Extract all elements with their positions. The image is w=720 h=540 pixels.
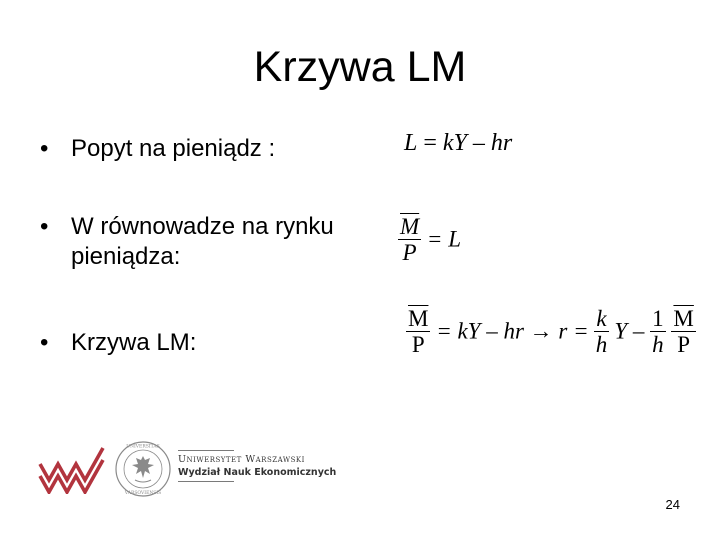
var-P-bar: P (677, 332, 691, 357)
right-fraction (671, 306, 695, 357)
bullet-text: W równowadze na rynku pieniądza: (71, 213, 334, 270)
page-number: 24 (665, 497, 680, 512)
var-k: k (596, 306, 607, 331)
svg-text:VARSOVIENSIS: VARSOVIENSIS (124, 491, 162, 496)
bullet-text: Krzywa LM: (71, 329, 197, 356)
one-over-h-fraction (650, 306, 666, 357)
var-k: k (442, 130, 454, 156)
var-h: h (595, 332, 608, 357)
bullet-text: Popyt na pieniądz : (71, 135, 276, 162)
eq-sign: = (417, 130, 443, 156)
wne-brand-mark-icon (38, 446, 106, 494)
bullet-dot: • (40, 135, 49, 162)
left-fraction (406, 306, 430, 357)
bullet-lm-curve (40, 328, 360, 358)
equals-L: = L (426, 226, 461, 252)
var-M-bar: $\overline{M}$ (400, 214, 420, 239)
real-money-fraction (398, 214, 421, 265)
var-r: r (502, 130, 513, 156)
var-P-bar: P (411, 332, 425, 357)
slide-title: Krzywa LM (253, 43, 467, 91)
bullet-money-demand (40, 134, 360, 164)
equation-middle: = kY – hr → r = (436, 318, 589, 344)
bullet-equilibrium (40, 212, 360, 272)
var-Y: Y (453, 130, 467, 156)
money-demand-equation (404, 130, 512, 157)
Y-minus: Y – (614, 318, 645, 344)
university-crest-icon (114, 440, 172, 498)
university-name: Uniwersytet Warszawski (178, 454, 305, 465)
bullet-dot: • (40, 329, 49, 356)
var-P: P (402, 240, 417, 265)
equilibrium-equation (398, 214, 461, 265)
faculty-wordmark (178, 450, 383, 482)
var-M-bar: $\overline{M}$ (408, 306, 429, 331)
var-L: L (404, 130, 418, 156)
faculty-name: Wydział Nauk Ekonomicznych (178, 467, 337, 478)
num-one: 1 (652, 306, 664, 331)
var-M-bar: $\overline{M}$ (673, 306, 694, 331)
divider (178, 481, 234, 482)
k-over-h-fraction (594, 306, 608, 357)
minus-sign: – (466, 130, 491, 156)
svg-text:UNIVERSITAS: UNIVERSITAS (126, 444, 160, 450)
bullet-dot: • (40, 213, 49, 240)
faculty-logo (38, 440, 368, 500)
var-h: h (652, 332, 664, 357)
divider (178, 450, 234, 451)
lm-curve-equation (406, 306, 696, 357)
var-h: h (490, 130, 503, 156)
